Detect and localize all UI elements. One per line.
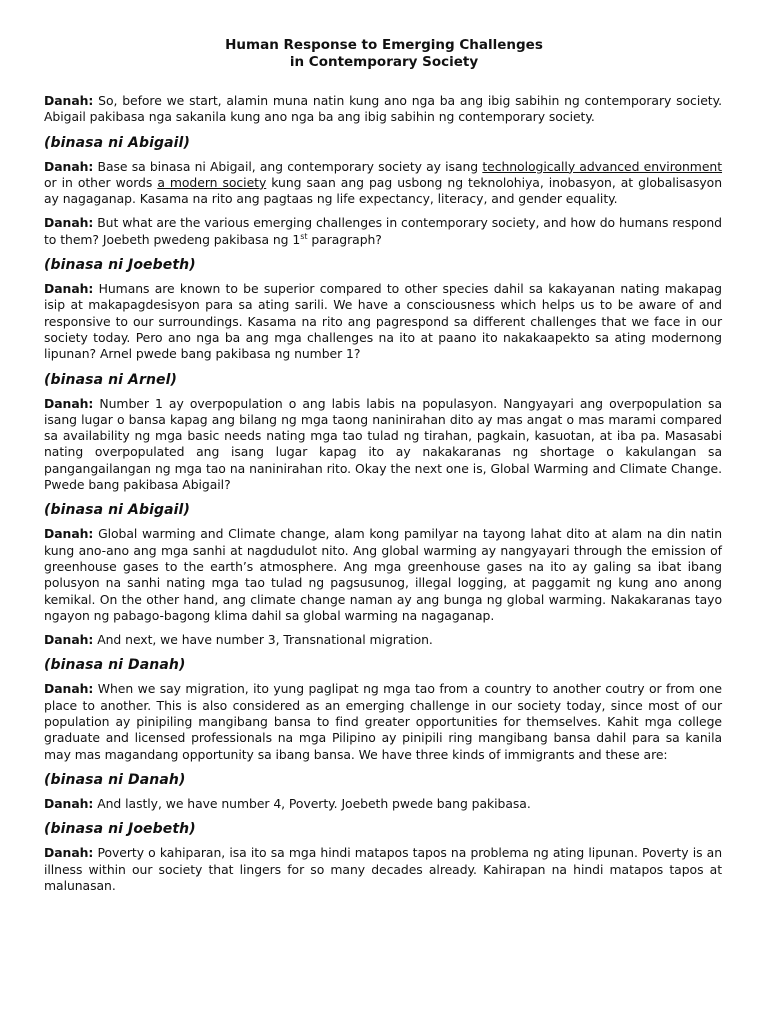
- ordinal-suffix: st: [300, 231, 308, 241]
- reader-note: (binasa ni Arnel): [44, 371, 178, 388]
- underlined-term: a modern society: [157, 174, 267, 190]
- reader-note: (binasa ni Danah): [44, 657, 186, 674]
- speaker-label: Danah:: [44, 632, 94, 648]
- dialogue-paragraph: [44, 681, 722, 762]
- paragraph-text: But what are the various emerging challenges in contemporary society, and how do humans respond to them? Joebeth pwedeng pakibasa ng 1: [44, 215, 722, 247]
- paragraph-text: When we say migration, ito yung paglipat ng mga tao from a country to another coutry or from one place to another. This is also considered as an emerging challenge in our society today, since most of our population ay pinipiling mangibang bansa to find greater opportunities for themselves. Kahit mga college graduate and licensed professionals na mga Pilipino ay pinipili ring mangibang bansa dahil para sa kanila may mas magandang opportunity sa ibang bansa. We have three kinds of immigrants and these are:: [44, 681, 723, 762]
- document-title: [0, 37, 768, 71]
- paragraph-text: paragraph?: [307, 231, 382, 247]
- dialogue-paragraph: [44, 215, 722, 248]
- speaker-label: Danah:: [44, 795, 94, 811]
- speaker-label: Danah:: [44, 281, 94, 297]
- speaker-label: Danah:: [44, 395, 94, 411]
- underlined-term: technologically advanced environment: [482, 158, 723, 174]
- reader-note: (binasa ni Abigail): [44, 134, 190, 151]
- reader-note: (binasa ni Joebeth): [44, 257, 196, 274]
- paragraph-text: Poverty o kahiparan, isa ito sa mga hindi matapos tapos na problema ng ating lipunan. Poverty is an illness within our society that lingers for so many decades already. Kahirapan na hindi matapos tapos at malunasan.: [44, 845, 723, 893]
- paragraph-text: So, before we start, alamin muna natin kung ano nga ba ang ibig sabihin ng contemporary society. Abigail pakibasa nga sakanila kung ano nga ba ang ibig sabihin ng contemporary society.: [44, 93, 722, 125]
- paragraph-text: Number 1 ay overpopulation o ang labis labis na populasyon. Nangyayari ang overpopulation sa isang lugar o bansa kapag ang bilang ng mga taong naninirahan dito ay mas angat o mas marami compared sa availability ng mga basic needs nating mga tao tulad ng tirahan, pagkain, kasuotan, at iba pa. Masasabi nating overpopulated ang isang lugar kapag ito ay nakakaranas ng shortage o kakulangan sa pangangailangan ng mga tao na naninirahan rito. Okay the next one is, Global Warming and Climate Change. Pwede bang pakibasa Abigail?: [44, 395, 722, 493]
- paragraph-text: Global warming and Climate change, alam kong pamilyar na tayong lahat dito at alam na din natin kung ano-ano ang mga sanhi at nagdudulot nito. Ang global warming ay nangyayari through the emission of greenhouse gases to the earth’s atmosphere. Ang mga greenhouse gases na ito ay galing sa ibat ibang polusyon na sanhi nating mga tao tulad ng pagsusunog, illegal logging, at paggamit ng kung ano anong kemikal. On the other hand, ang climate change naman ay ang bunga ng global warming. Nakakaranas tayo ngayon ng pabago-bagong klima dahil sa global warming na nagaganap.: [44, 526, 723, 623]
- speaker-label: Danah:: [44, 526, 94, 542]
- paragraph-text: Base sa binasa ni Abigail, ang contemporary society ay isang: [97, 158, 483, 174]
- paragraph-text: or in other words: [44, 174, 158, 190]
- dialogue-paragraph: [44, 632, 722, 648]
- speaker-label: Danah:: [44, 681, 94, 697]
- paragraph-text: kung saan ang pag usbong ng teknolohiya, inobasyon, at globalisasyon ay nagaganap. Kasama na rito ang pagtaas ng life expectancy, literacy, and gender equality.: [44, 174, 722, 207]
- dialogue-paragraph: [44, 281, 722, 362]
- dialogue-paragraph: [44, 526, 722, 624]
- script-body: [44, 93, 722, 902]
- speaker-label: Danah:: [44, 215, 94, 231]
- paragraph-text: And lastly, we have number 4, Poverty. Joebeth pwede bang pakibasa.: [97, 795, 531, 811]
- reader-note: (binasa ni Abigail): [44, 502, 190, 519]
- reader-note: (binasa ni Joebeth): [44, 821, 196, 838]
- dialogue-paragraph: [44, 796, 722, 812]
- dialogue-paragraph: [44, 396, 722, 494]
- paragraph-text: And next, we have number 3, Transnational migration.: [97, 632, 433, 648]
- speaker-label: Danah:: [44, 93, 94, 108]
- dialogue-paragraph: [44, 93, 722, 126]
- dialogue-paragraph: [44, 845, 722, 894]
- paragraph-text: Humans are known to be superior compared to other species dahil sa kakayanan nating makapag isip at makapagdesisyon para sa ating sarili. We have a consciousness which helps us to be aware of and responsive to our surroundings. Kasama na rito ang pagrespond sa different challenges that we face in our society today. Pero ano nga ba ang mga challenges na ito at paano ito nakakaapekto sa ating modernong lipunan? Arnel pwede bang pakibasa ng number 1?: [44, 281, 722, 362]
- reader-note: (binasa ni Danah): [44, 771, 186, 788]
- speaker-label: Danah:: [44, 845, 94, 861]
- speaker-label: Danah:: [44, 158, 94, 174]
- title-line-1: Human Response to Emerging Challenges: [225, 37, 543, 53]
- dialogue-paragraph: [44, 159, 722, 208]
- title-line-2: in Contemporary Society: [289, 54, 479, 70]
